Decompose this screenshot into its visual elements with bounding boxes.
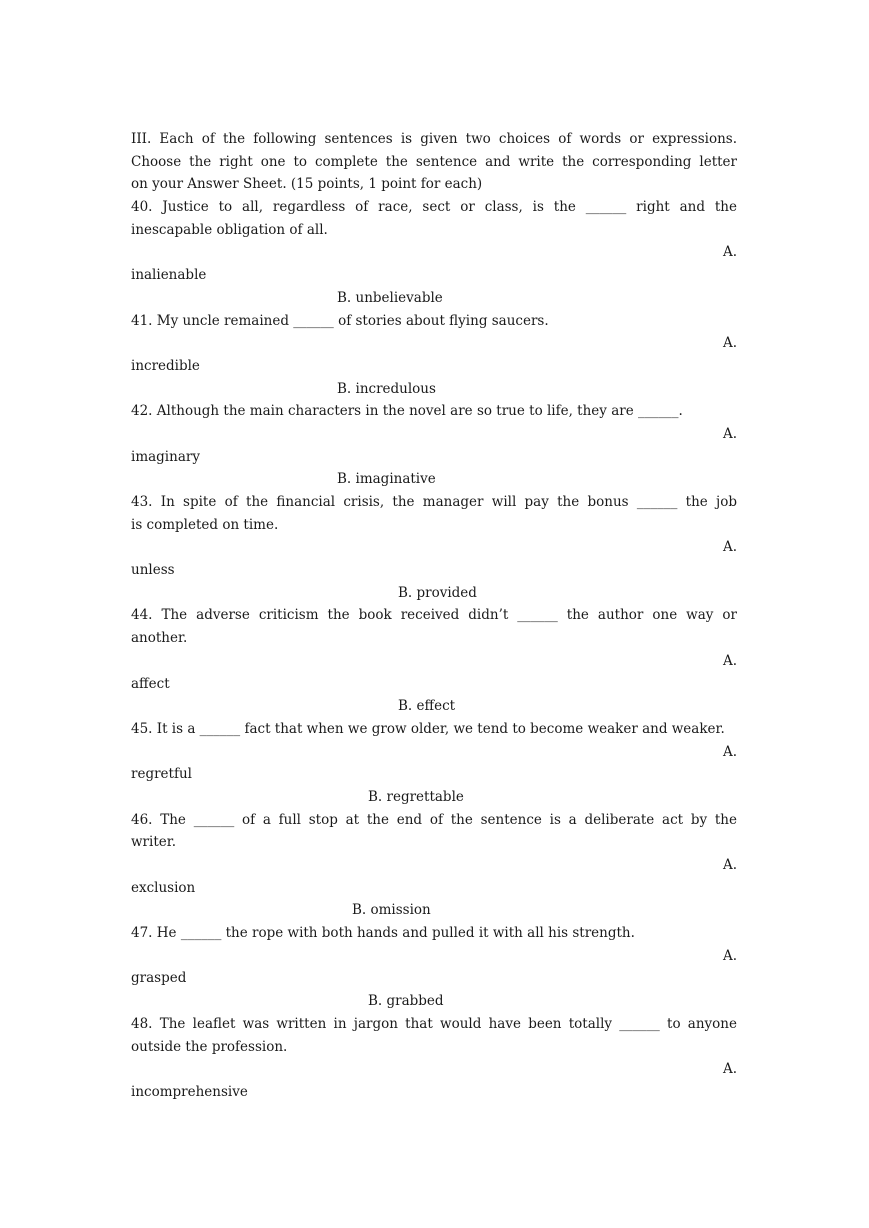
option-b-text: B. effect (398, 698, 456, 715)
option-a-text: imaginary (131, 448, 200, 465)
option-b-row (131, 990, 737, 1013)
question-42-text: 42. Although the main characters in the novel are so true to life, they are ______. (131, 403, 683, 420)
option-b-row (131, 287, 737, 310)
question-48-text: outside the profession. (131, 1038, 288, 1055)
option-b-row (131, 899, 737, 922)
option-a-text: unless (131, 562, 175, 579)
option-a-label: A. (722, 947, 737, 964)
document-content (131, 128, 737, 1104)
option-a-label: A. (722, 652, 737, 669)
question-47-text: 47. He ______ the rope with both hands and pulled it with all his strength. (131, 925, 635, 942)
option-b-row (131, 582, 737, 605)
option-a-label: A. (722, 857, 737, 873)
option-a-text: regretful (131, 766, 192, 783)
option-b-text: B. regrettable (368, 788, 464, 805)
option-b-text: B. incredulous (337, 380, 436, 397)
question-48-text: 48. The leaflet was written in jargon that would have been totally ______ to anyone (131, 1015, 737, 1032)
option-a-label: A. (722, 335, 737, 352)
option-b-text: B. imaginative (337, 471, 436, 488)
question-43-text: 43. In spite of the financial crisis, the manager will pay the bonus ______ the job (131, 494, 737, 510)
question-40-text: 40. Justice to all, regardless of race, sect or class, is the ______ right and the (131, 199, 737, 216)
option-a-text: inalienable (131, 267, 207, 284)
option-b-text: B. unbelievable (337, 289, 443, 306)
section-heading-line: on your Answer Sheet. (15 points, 1 point for each) (131, 176, 483, 193)
section-heading-line: III. Each of the following sentences is given two choices of words or expressions. (131, 131, 737, 147)
option-a-label: A. (722, 1061, 737, 1078)
question-40-text: inescapable obligation of all. (131, 221, 328, 238)
option-b-row (131, 695, 737, 718)
option-a-text: exclusion (131, 879, 196, 896)
option-a-label: A. (722, 743, 737, 760)
option-b-row (131, 786, 737, 809)
section-heading-line: Choose the right one to complete the sentence and write the corresponding letter (131, 153, 737, 170)
question-43-text: is completed on time. (131, 516, 279, 533)
option-b-text: B. provided (398, 584, 477, 601)
question-46-text: writer. (131, 834, 177, 851)
question-44-text: another. (131, 630, 188, 647)
option-a-text: incomprehensive (131, 1083, 248, 1100)
option-b-row (131, 378, 737, 401)
option-a-text: grasped (131, 970, 187, 987)
question-46-text: 46. The ______ of a full stop at the end of the sentence is a deliberate act by the (131, 811, 737, 828)
option-a-label: A. (722, 244, 737, 261)
option-a-label: A. (722, 539, 737, 556)
question-45-text: 45. It is a ______ fact that when we grow older, we tend to become weaker and weaker. (131, 720, 725, 737)
option-a-text: affect (131, 675, 170, 692)
question-44-text: 44. The adverse criticism the book received didn’t ______ the author one way or (131, 607, 737, 624)
option-b-text: B. grabbed (368, 993, 444, 1010)
option-a-text: incredible (131, 357, 200, 374)
option-b-row (131, 468, 737, 491)
question-41-text: 41. My uncle remained ______ of stories about flying saucers. (131, 312, 549, 329)
option-b-text: B. omission (352, 902, 431, 919)
option-a-label: A. (722, 425, 737, 442)
